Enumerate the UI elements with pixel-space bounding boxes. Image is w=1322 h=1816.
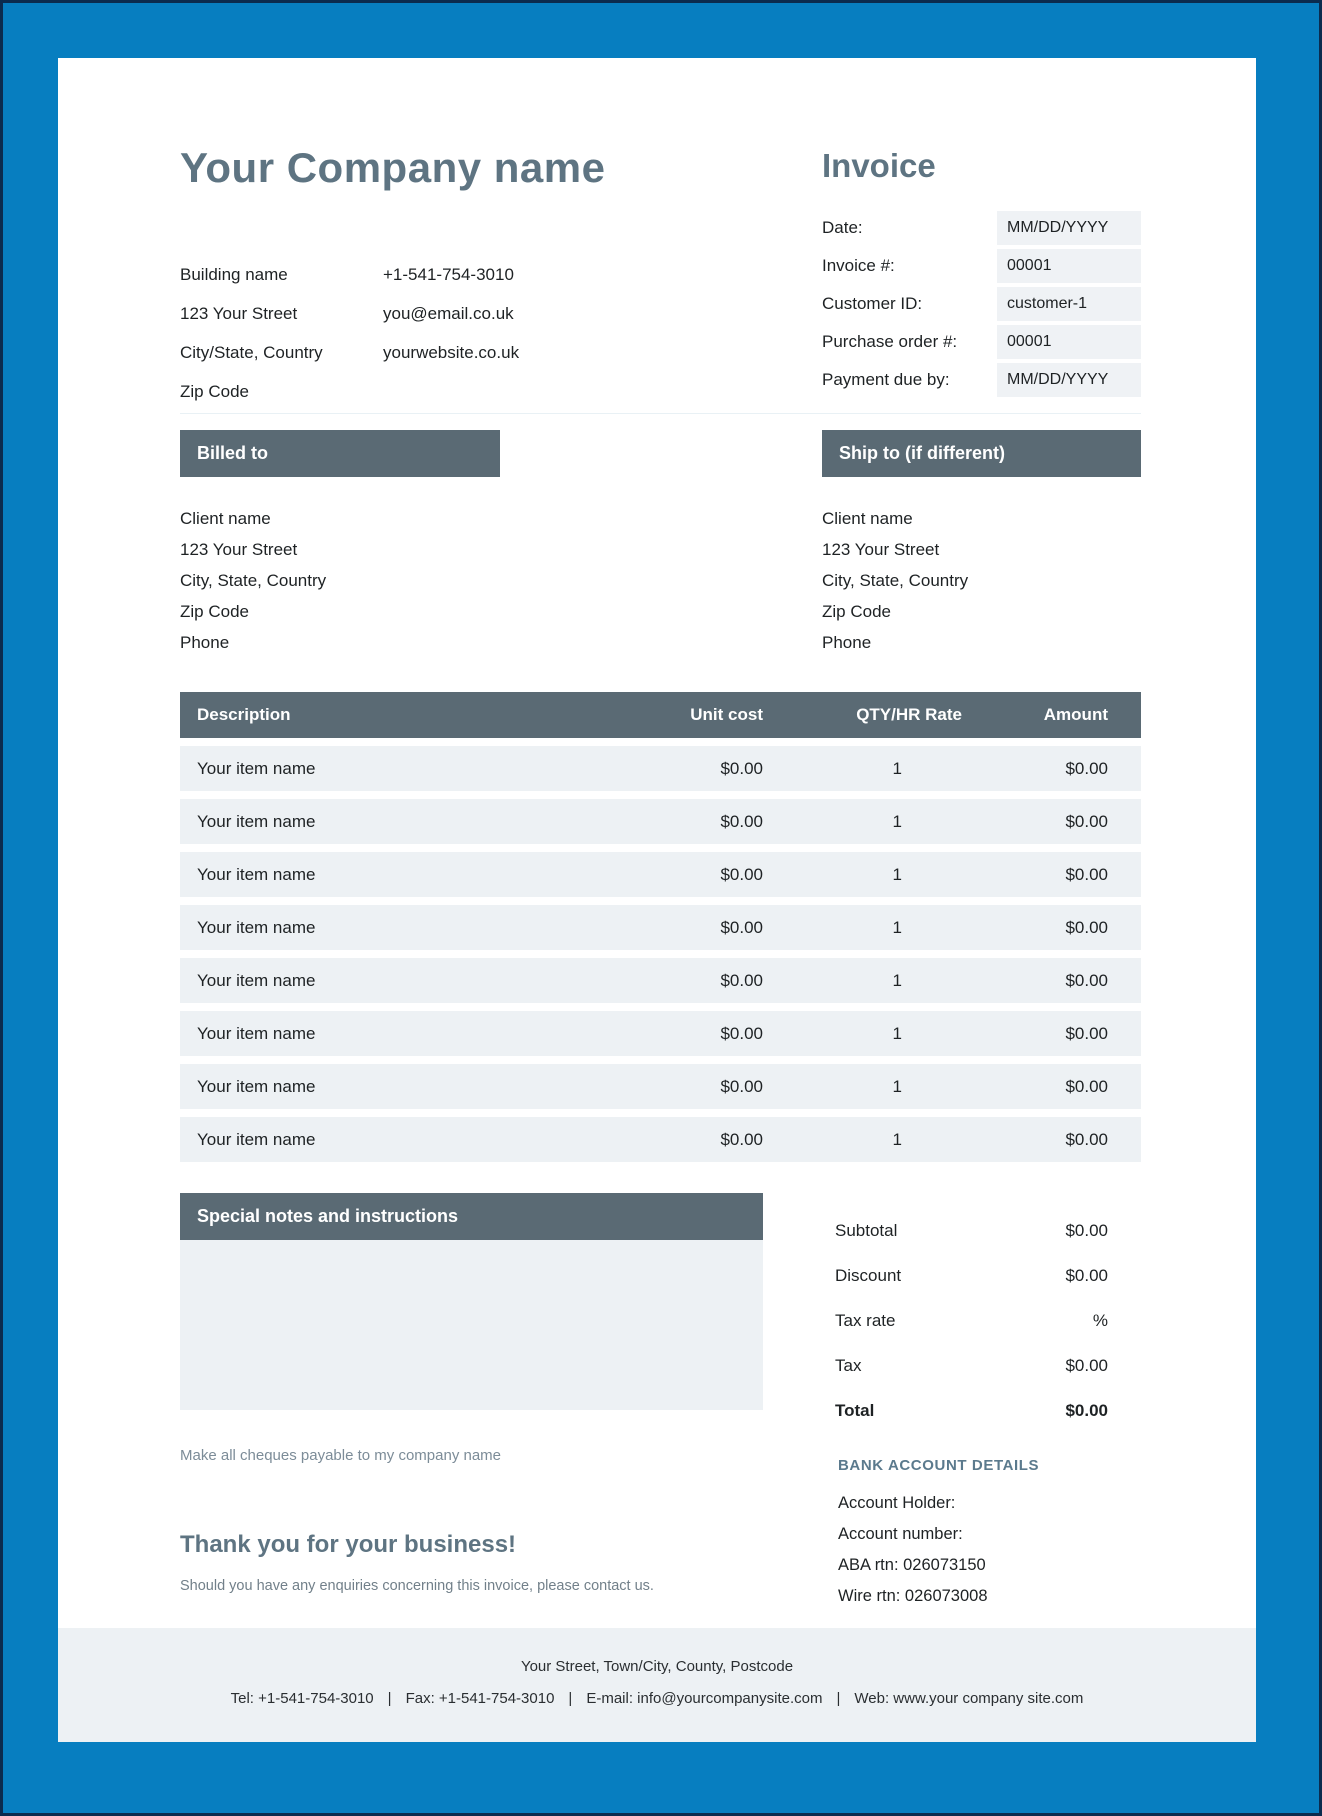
item-description: Your item name [197,1077,316,1096]
company-phone: +1-541-754-3010 [383,265,514,284]
discount-value: $0.00 [1065,1266,1108,1285]
ship-to-line: Client name [822,509,913,528]
billed-to-line: Client name [180,509,271,528]
item-description: Your item name [197,812,316,831]
footer-address: Your Street, Town/City, County, Postcode [520,1658,794,1675]
item-qty: 1 [892,1024,902,1043]
item-description: Your item name [197,971,316,990]
footer-separator: | [836,1690,841,1707]
meta-label: Customer ID: [822,294,923,313]
billed-to-line: 123 Your Street [180,540,298,559]
item-description: Your item name [197,865,316,884]
billed-to-line: Phone [180,633,230,652]
ship-to-line: Phone [822,633,872,652]
item-unit-cost: $0.00 [720,759,763,778]
item-description: Your item name [197,1024,316,1043]
discount-label: Discount [835,1266,902,1285]
subtotal-value: $0.00 [1065,1221,1108,1240]
tax-rate-value: % [1092,1311,1108,1330]
item-unit-cost: $0.00 [720,865,763,884]
footer-email: E-mail: info@yourcompanysite.com [586,1690,823,1707]
cheques-payable-note: Make all cheques payable to my company name [180,1447,502,1464]
item-amount: $0.00 [1065,1024,1108,1043]
footer-tel: Tel: +1-541-754-3010 [230,1690,374,1707]
column-header-amount: Amount [1043,705,1108,724]
meta-label: Date: [822,218,863,237]
item-amount: $0.00 [1065,759,1108,778]
special-notes-header: Special notes and instructions [180,1193,763,1240]
tax-rate-label: Tax rate [835,1311,896,1330]
item-description: Your item name [197,759,316,778]
item-qty: 1 [892,759,902,778]
item-amount: $0.00 [1065,1077,1108,1096]
purchase-order-field[interactable]: 00001 [997,325,1141,359]
address-line: 123 Your Street [180,304,298,323]
address-line: City/State, Country [180,343,323,362]
subtotal-label: Subtotal [835,1221,898,1240]
customer-id-field[interactable]: customer-1 [997,287,1141,321]
item-unit-cost: $0.00 [720,918,763,937]
account-holder-line: Account Holder: [838,1494,956,1512]
item-unit-cost: $0.00 [720,1077,763,1096]
meta-label: Invoice #: [822,256,895,275]
meta-label: Purchase order #: [822,332,958,351]
item-qty: 1 [892,865,902,884]
footer-separator: | [387,1690,392,1707]
thank-you-title: Thank you for your business! [180,1531,517,1558]
tax-value: $0.00 [1065,1356,1108,1375]
item-description: Your item name [197,918,316,937]
column-header-unit-cost: Unit cost [690,705,763,724]
company-email: you@email.co.uk [383,304,514,323]
billed-to-header: Billed to [180,430,500,477]
invoice-title: Invoice [822,147,936,184]
item-description: Your item name [197,1130,316,1149]
billed-to-line: City, State, Country [180,571,327,590]
ship-to-header: Ship to (if different) [822,430,1141,477]
item-qty: 1 [892,812,902,831]
item-unit-cost: $0.00 [720,1024,763,1043]
company-website: yourwebsite.co.uk [383,343,520,362]
item-unit-cost: $0.00 [720,971,763,990]
address-line: Zip Code [180,382,249,401]
item-qty: 1 [892,1077,902,1096]
ship-to-line: 123 Your Street [822,540,940,559]
payment-due-field[interactable]: MM/DD/YYYY [997,363,1141,397]
item-amount: $0.00 [1065,865,1108,884]
item-qty: 1 [892,971,902,990]
company-name: Your Company name [180,144,606,191]
total-label: Total [835,1401,875,1420]
account-number-line: Account number: [838,1525,963,1543]
footer-web: Web: www.your company site.com [854,1690,1084,1707]
item-amount: $0.00 [1065,1130,1108,1149]
thank-you-subtitle: Should you have any enquiries concerning this invoice, please contact us. [180,1578,654,1594]
tax-label: Tax [835,1356,862,1375]
wire-rtn-line: Wire rtn: 026073008 [838,1587,988,1605]
total-value: $0.00 [1065,1401,1108,1420]
item-unit-cost: $0.00 [720,812,763,831]
footer-fax: Fax: +1-541-754-3010 [405,1690,555,1707]
date-field[interactable]: MM/DD/YYYY [997,211,1141,245]
aba-rtn-line: ABA rtn: 026073150 [838,1556,986,1574]
item-amount: $0.00 [1065,918,1108,937]
item-amount: $0.00 [1065,971,1108,990]
item-unit-cost: $0.00 [720,1130,763,1149]
ship-to-line: Zip Code [822,602,891,621]
meta-label: Payment due by: [822,370,950,389]
invoice-number-field[interactable]: 00001 [997,249,1141,283]
column-header-description: Description [197,705,291,724]
bank-account-heading: BANK ACCOUNT DETAILS [838,1457,1040,1474]
item-qty: 1 [892,1130,902,1149]
billed-to-line: Zip Code [180,602,249,621]
column-header-qty-rate: QTY/HR Rate [856,705,962,724]
item-qty: 1 [892,918,902,937]
footer-separator: | [568,1690,573,1707]
ship-to-line: City, State, Country [822,571,969,590]
item-amount: $0.00 [1065,812,1108,831]
address-line: Building name [180,265,288,284]
